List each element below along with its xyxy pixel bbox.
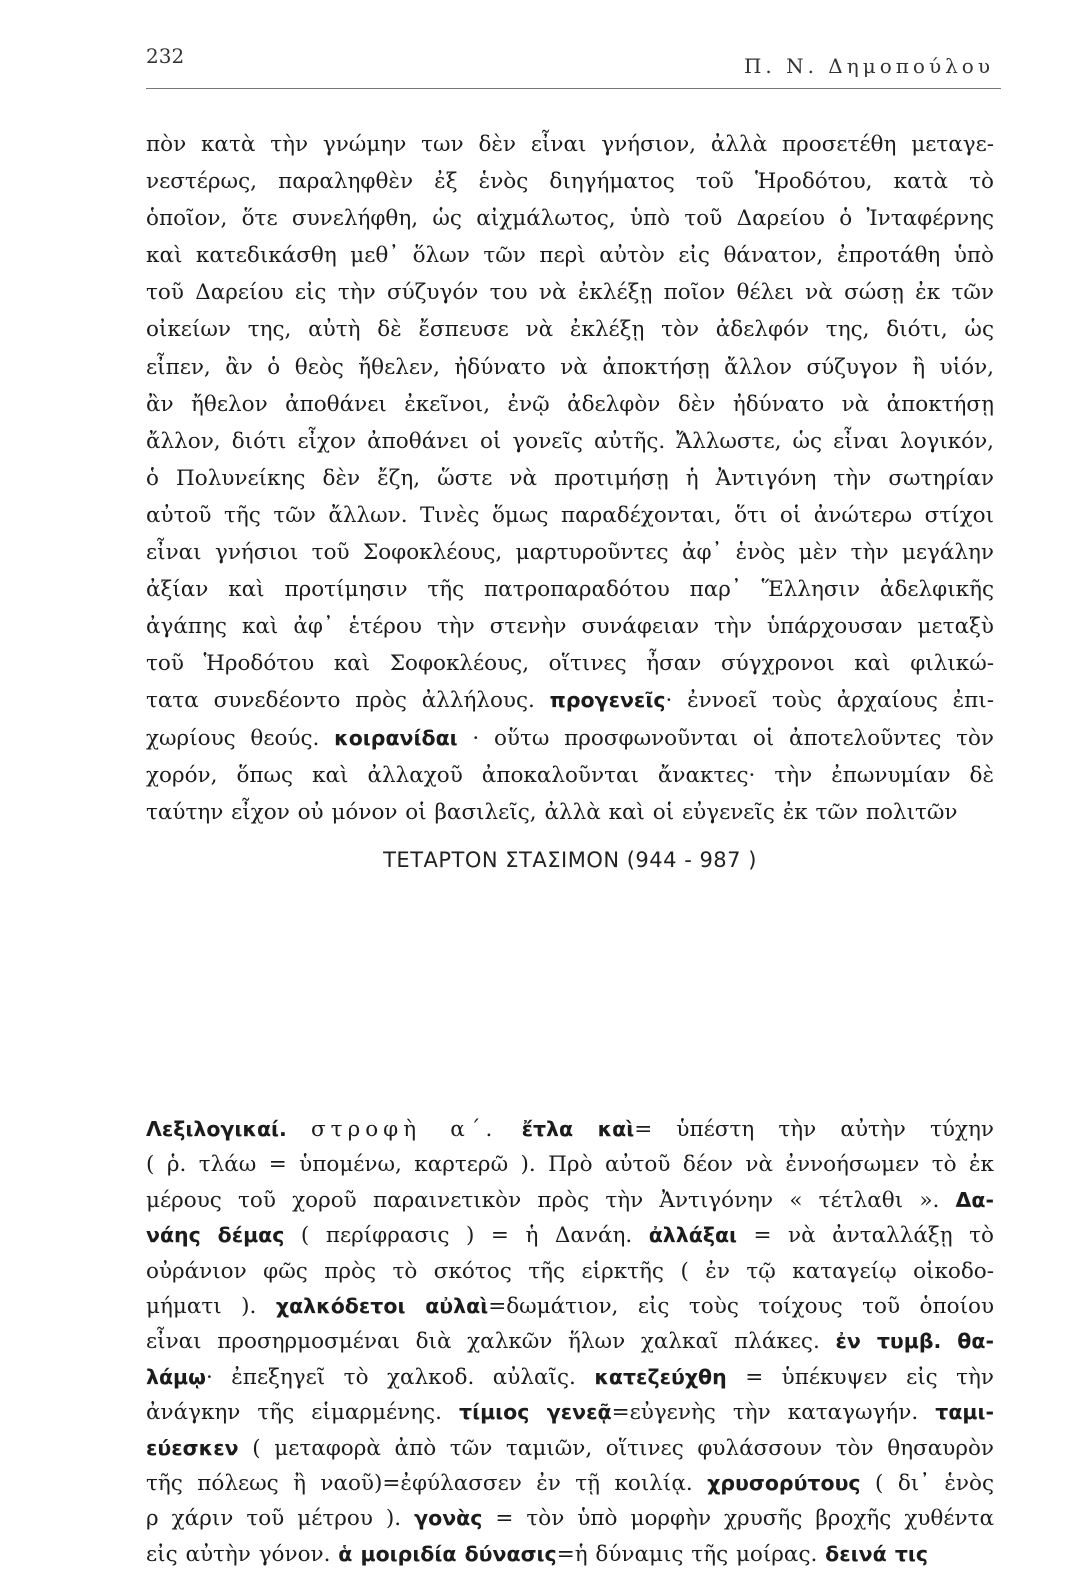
text-line	[146, 720, 994, 757]
text-line	[146, 1254, 994, 1289]
line-text: ἀνάγκην τῆς εἱμαρμένης.	[146, 1400, 460, 1426]
line-text: ( περίφρασις ) = ἡ Δανάη.	[284, 1223, 649, 1249]
line-text: πὸν κατὰ τὴν γνώμην των δὲν εἶναι γνήσιον, ἀλλὰ προσετέθη μεταγε-	[146, 132, 994, 157]
text-line	[146, 1112, 994, 1147]
text-line	[146, 237, 994, 274]
text-line	[146, 1218, 994, 1253]
text-line	[146, 1360, 994, 1395]
lemma-headword: κοιρανίδαι	[334, 725, 458, 750]
line-text: =ἡ δύναμις τῆς μοίρας.	[556, 1541, 826, 1567]
line-text: ( ῥ. τλάω = ὑπομένω, καρτερῶ ). Πρὸ αὐτοῦ δέον νὰ ἐννοήσωμεν τὸ ἐκ	[146, 1152, 994, 1178]
text-line	[146, 571, 994, 608]
text-line	[146, 1147, 994, 1182]
lemma-headword: Λεξιλογικαί.	[146, 1117, 287, 1141]
lemma-headword: εύεσκεν	[146, 1435, 239, 1460]
line-text: =δωμάτιον, εἰς τοὺς τοίχους τοῦ ὁποίου	[488, 1294, 994, 1320]
line-text: χορόν, ὅπως καὶ ἀλλαχοῦ ἀποκαλοῦνται ἄνακτες· τὴν ἐπωνυμίαν δὲ	[146, 762, 994, 788]
line-text: ὁποῖον, ὅτε συνελήφθη, ὡς αἰχμάλωτος, ὑπὸ τοῦ Δαρείου ὁ Ἰνταφέρνης	[146, 206, 994, 232]
line-text: ( μεταφορὰ ἀπὸ τῶν ταμιῶν, οἵτινες φυλάσσουν τὸν θησαυρὸν	[238, 1435, 994, 1461]
line-text: εἶπεν, ἂν ὁ θεὸς ἤθελεν, ἠδύνατο νὰ ἀποκτήσῃ ἄλλον σύζυγον ἢ υἱόν,	[146, 354, 994, 380]
line-text	[497, 1117, 521, 1142]
line-text: εἶναι προσηρμοσμέναι διὰ χαλκῶν ἥλων χαλκαῖ πλάκες.	[146, 1329, 836, 1355]
lemma-headword: ἐν τυμβ. θα-	[835, 1329, 994, 1354]
text-line	[146, 608, 994, 645]
lemma-headword: ἁ μοιριδία δύνασις	[338, 1541, 557, 1566]
line-text: =εὐγενὴς τὴν καταγωγήν.	[611, 1400, 936, 1426]
text-line	[146, 1395, 994, 1430]
line-text: νεστέρως, παραληφθὲν ἐξ ἑνὸς διηγήματος τοῦ Ἡροδότου, κατὰ τὸ	[146, 169, 994, 195]
line-text: καὶ κατεδικάσθη μεθ᾽ ὅλων τῶν περὶ αὐτὸν εἰς θάνατον, ἐπροτάθη ὑπὸ	[146, 243, 994, 269]
line-text: τατα συνεδέοντο πρὸς ἀλλήλους.	[146, 688, 550, 714]
line-text: ἄλλον, διότι εἶχον ἀποθάνει οἱ γονεῖς αὐτῆς. Ἄλλωστε, ὡς εἶναι λογικόν,	[146, 428, 994, 454]
line-text	[287, 1117, 311, 1142]
running-head	[146, 44, 994, 84]
line-text: ρ χάριν τοῦ μέτρου ).	[146, 1506, 415, 1532]
line-text: οἰκείων της, αὐτὴ δὲ ἔσπευσε νὰ ἐκλέξῃ τὸν ἀδελφόν της, διότι, ὡς	[146, 317, 994, 343]
text-line	[146, 682, 994, 719]
text-line	[146, 645, 994, 682]
line-text: · ἐννοεῖ τοὺς ἀρχαίους ἐπι-	[665, 688, 994, 714]
lemma-headword: λάμῳ	[146, 1364, 206, 1389]
lemma-headword: τίμιος γενεᾷ	[459, 1400, 612, 1425]
commentary-paragraph-bottom	[146, 1112, 994, 1572]
text-line	[146, 1183, 994, 1218]
text-line	[146, 163, 994, 200]
line-text: ( δι᾽ ἑνὸς	[860, 1471, 994, 1497]
lemma-headword: προγενεῖς	[549, 688, 666, 713]
text-line	[146, 1324, 994, 1359]
commentary-paragraph-top	[146, 126, 994, 831]
line-text: τῆς πόλεως ἢ ναοῦ)=ἐφύλασσεν ἐν τῇ κοιλίᾳ.	[146, 1471, 708, 1497]
text-line	[146, 1501, 994, 1536]
line-text: · ἐπεξηγεῖ τὸ χαλκοδ. αὐλαῖς.	[205, 1364, 595, 1390]
line-text: τοῦ Ἡροδότου καὶ Σοφοκλέους, οἵτινες ἦσαν σύγχρονοι καὶ φιλικώ-	[146, 651, 994, 677]
lemma-headword: γονὰς	[414, 1506, 483, 1531]
line-text: = τὸν ὑπὸ μορφὴν χρυσῆς βροχῆς χυθέντα	[482, 1506, 994, 1532]
line-text: · οὕτω προσφωνοῦνται οἱ ἀποτελοῦντες τὸν	[457, 725, 994, 751]
text-line	[146, 1466, 994, 1501]
line-text: = νὰ ἀνταλλάξῃ τὸ	[737, 1223, 994, 1249]
line-text: ἀγάπης καὶ ἀφ᾽ ἑτέρου τὴν στενὴν συνάφειαν τὴν ὑπάρχουσαν μεταξὺ	[146, 614, 994, 640]
line-text: = ὑπέκυψεν εἰς τὴν	[726, 1364, 994, 1390]
text-line	[146, 534, 994, 571]
line-text: = ὑπέστη τὴν αὐτὴν τύχην	[634, 1117, 994, 1142]
lemma-headword: χρυσορύτους	[707, 1471, 861, 1496]
text-line	[146, 274, 994, 311]
text-line	[146, 349, 994, 386]
lemma-headword: κατεζεύχθη	[594, 1364, 727, 1389]
line-text: εἰς αὐτὴν γόνον.	[146, 1541, 339, 1567]
text-line	[146, 311, 994, 348]
strophe-label: στροφὴ α΄.	[311, 1117, 498, 1142]
lemma-headword: χαλκόδετοι αὐλαὶ	[275, 1294, 489, 1319]
lemma-headword: ταμι-	[935, 1400, 994, 1425]
text-line	[146, 386, 994, 423]
line-text: τοῦ Δαρείου εἰς τὴν σύζυγόν του νὰ ἐκλέξῃ ποῖον θέλει νὰ σώσῃ ἐκ τῶν	[146, 280, 994, 306]
lemma-headword: νάης δέμας	[146, 1223, 285, 1248]
text-line	[146, 200, 994, 237]
page-number: 232	[146, 44, 185, 68]
line-text: μέρους τοῦ χοροῦ παραινετικὸν πρὸς τὴν Ἀντιγόνην « τέτλαθι ».	[146, 1187, 956, 1213]
lemma-headword: ἀλλάξαι	[648, 1223, 738, 1248]
lemma-headword: Δα-	[955, 1187, 994, 1212]
line-text: χωρίους θεούς.	[146, 725, 335, 751]
text-line	[146, 794, 994, 831]
line-text: εἶναι γνήσιοι τοῦ Σοφοκλέους, μαρτυροῦντες ἀφ᾽ ἑνὸς μὲν τὴν μεγάλην	[146, 540, 994, 566]
text-line	[146, 126, 994, 163]
lemma-headword: ἔτλα καὶ	[521, 1117, 635, 1141]
line-text: οὐράνιον φῶς πρὸς τὸ σκότος τῆς εἱρκτῆς ( ἐν τῷ καταγείῳ οἰκοδο-	[146, 1258, 994, 1284]
line-text: ταύτην εἶχον οὐ μόνον οἱ βασιλεῖς, ἀλλὰ καὶ οἱ εὐγενεῖς ἐκ τῶν πολιτῶν	[146, 799, 958, 825]
line-text: ἂν ἤθελον ἀποθάνει ἐκεῖνοι, ἐνῷ ἀδελφὸν δὲν ἠδύνατο νὰ ἀποκτήσῃ	[146, 391, 994, 417]
section-title: ΤΕΤΑΡΤΟΝ ΣΤΑΣΙΜΟΝ (944 - 987 )	[383, 848, 757, 872]
line-text: ἀξίαν καὶ προτίμησιν τῆς πατροπαραδότου παρ᾽ Ἕλλησιν ἀδελφικῆς	[146, 577, 994, 603]
header-rule	[146, 88, 1001, 89]
text-line	[146, 757, 994, 794]
text-line	[146, 1289, 994, 1324]
line-text: μήματι ).	[146, 1294, 276, 1320]
text-line	[146, 423, 994, 460]
text-line	[146, 1431, 994, 1466]
line-text: αὐτοῦ τῆς τῶν ἄλλων. Τινὲς ὅμως παραδέχονται, ὅτι οἱ ἀνώτερω στίχοι	[146, 502, 994, 528]
text-line	[146, 1537, 994, 1572]
text-line	[146, 460, 994, 497]
text-line	[146, 497, 994, 534]
line-text: ὁ Πολυνείκης δὲν ἔζη, ὥστε νὰ προτιμήσῃ ἡ Ἀντιγόνη τὴν σωτηρίαν	[146, 465, 994, 491]
author-name: Π. Ν. Δημοπούλου	[743, 54, 994, 78]
lemma-headword: δεινά τις	[825, 1541, 929, 1566]
